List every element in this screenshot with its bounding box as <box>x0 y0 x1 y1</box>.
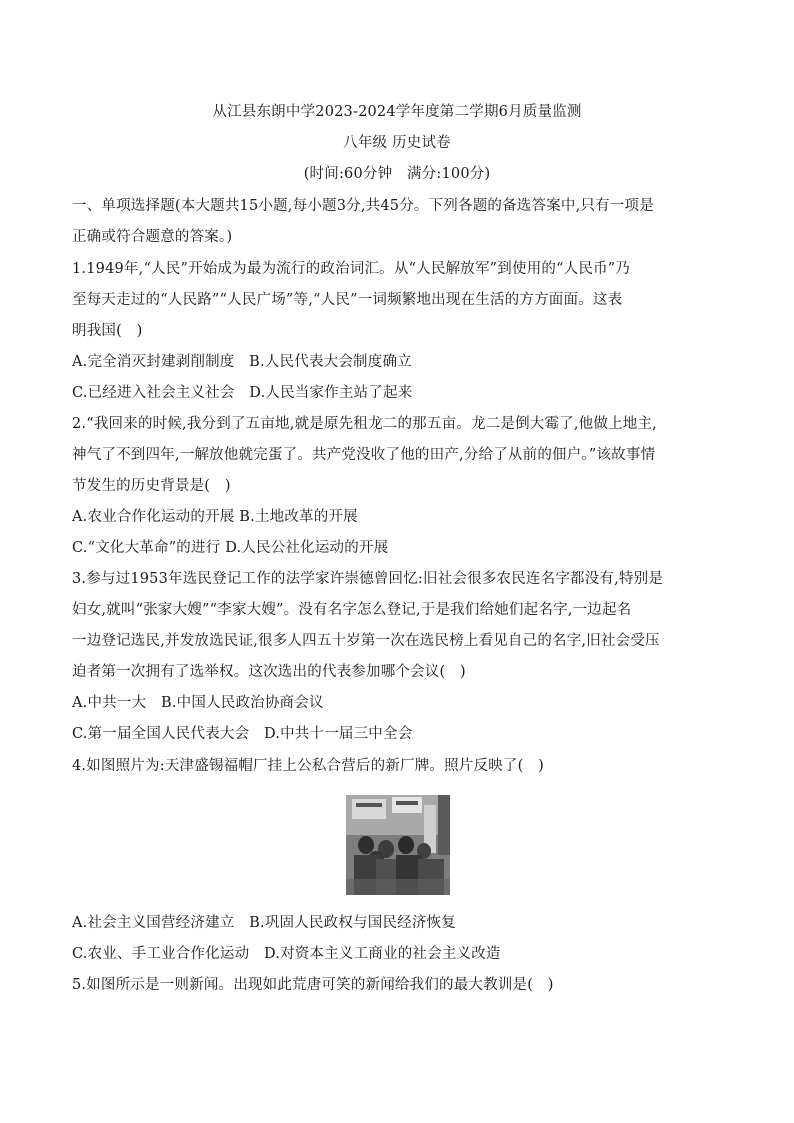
question-1-options-ab: A.完全消灭封建剥削制度 B.人民代表大会制度确立 <box>72 354 412 370</box>
question-4-line-1: 4.如图照片为:天津盛锡福帽厂挂上公私合营后的新厂牌。照片反映了( ) <box>72 758 545 774</box>
question-4-options-ab: A.社会主义国营经济建立 B.巩固人民政权与国民经济恢复 <box>72 915 456 931</box>
question-2-line-2: 神气了不到四年,一解放他就完蛋了。共产党没收了他的田产,分给了从前的佃户。”该故事情 <box>72 447 656 463</box>
question-3-options-ab: A.中共一大 B.中国人民政治协商会议 <box>72 695 324 711</box>
question-1-line-3: 明我国( ) <box>72 323 143 339</box>
question-2-options-ab: A.农业合作化运动的开展 B.土地改革的开展 <box>72 509 358 525</box>
question-1-line-1: 1.1949年,“人民”开始成为最为流行的政治词汇。从“人民解放军”到使用的“人民币”乃 <box>72 261 631 277</box>
question-3-line-4: 迫者第一次拥有了选举权。这次选出的代表参加哪个会议( ) <box>72 664 466 680</box>
exam-subtitle: 八年级 历史试卷 <box>343 135 451 151</box>
question-1-options-cd: C.已经进入社会主义社会 D.人民当家作主站了起来 <box>72 385 413 401</box>
exam-time-info: (时间:60分钟 满分:100分) <box>303 166 491 182</box>
question-2-line-1: 2.“我回来的时候,我分到了五亩地,就是原先租龙二的那五亩。龙二是倒大霉了,他做上地主, <box>72 416 657 432</box>
exam-title: 从江县东朗中学2023-2024学年度第二学期6月质量监测 <box>212 104 582 120</box>
question-3-line-2: 妇女,就叫“张家大嫂”“李家大嫂”。没有名字怎么登记,于是我们给她们起名字,一边起名 <box>72 602 632 618</box>
question-2-options-cd: C.“文化大革命”的进行 D.人民公社化运动的开展 <box>72 540 389 556</box>
question-3-line-1: 3.参与过1953年选民登记工作的法学家许崇德曾回忆:旧社会很多农民连名字都没有,特别是 <box>72 571 664 587</box>
factory-sign-photo <box>346 795 450 895</box>
question-2-line-3: 节发生的历史背景是( ) <box>72 478 231 494</box>
question-5-line-1: 5.如图所示是一则新闻。出现如此荒唐可笑的新闻给我们的最大教训是( ) <box>72 977 554 993</box>
question-4-options-cd: C.农业、手工业合作化运动 D.对资本主义工商业的社会主义改造 <box>72 946 501 962</box>
section-heading-cont: 正确或符合题意的答案。) <box>72 229 233 245</box>
question-3-options-cd: C.第一届全国人民代表大会 D.中共十一届三中全会 <box>72 726 413 742</box>
question-3-line-3: 一边登记选民,并发放选民证,很多人四五十岁第一次在选民榜上看见自己的名字,旧社会受压 <box>72 633 660 649</box>
question-1-line-2: 至每天走过的“人民路”“人民广场”等,“人民”一词频繁地出现在生活的方方面面。这表 <box>72 292 623 308</box>
section-heading: 一、单项选择题(本大题共15小题,每小题3分,共45分。下列各题的备选答案中,只有一项是 <box>72 198 654 214</box>
